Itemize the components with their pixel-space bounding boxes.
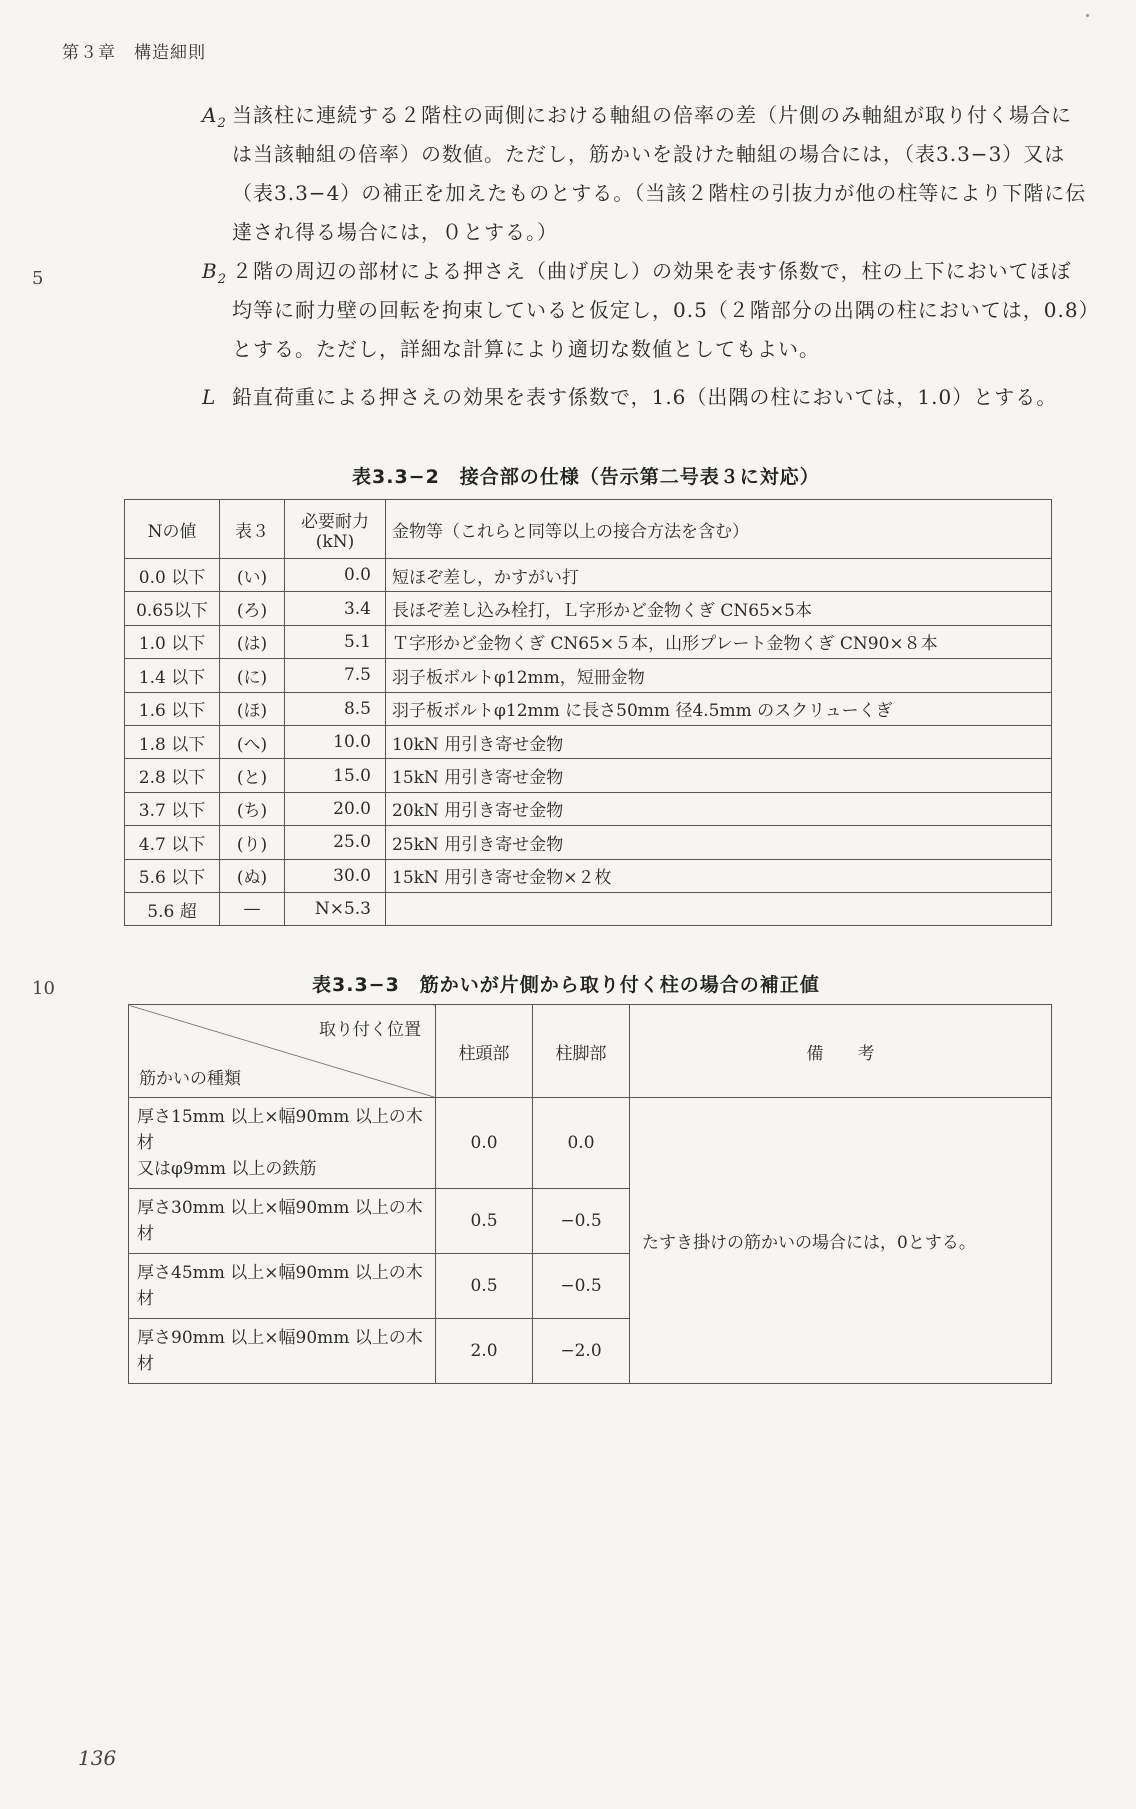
required-strength: 7.5: [285, 659, 386, 692]
n-value: 1.4 以下: [125, 659, 220, 692]
required-strength: 15.0: [285, 759, 386, 792]
table2-title: 表3.3−3 筋かいが片側から取り付く柱の場合の補正値: [312, 974, 820, 996]
table-row: [125, 792, 1052, 825]
header-n-value: Nの値: [125, 500, 220, 559]
header-hardware: 金物等（これらと同等以上の接合方法を含む）: [386, 500, 1052, 559]
required-strength: 3.4: [285, 592, 386, 625]
header-table3: 表３: [220, 500, 285, 559]
hardware: 羽子板ボルトφ12mm，短冊金物: [386, 659, 1052, 692]
brace-material: 厚さ15mm 以上×幅90mm 以上の木材 又はφ9mm 以上の鉄筋: [129, 1098, 436, 1189]
required-strength: 0.0: [285, 559, 386, 592]
line-number-10: 10: [32, 978, 55, 999]
brace-type-label: 筋かいの種類: [139, 1069, 241, 1089]
hardware: 10kN 用引き寄せ金物: [386, 725, 1052, 758]
table3-code: (と): [220, 759, 285, 792]
required-strength: 20.0: [285, 792, 386, 825]
joint-spec-table: [124, 499, 1052, 926]
remarks-note: たすき掛けの筋かいの場合には，0とする。: [630, 1098, 1052, 1384]
definition-l-text: 鉛直荷重による押さえの効果を表す係数で，1.6（出隅の柱においては，1.0）とする。: [232, 385, 1058, 409]
n-value: 1.0 以下: [125, 625, 220, 658]
definition-l: [202, 378, 1092, 417]
column-top-value: 0.5: [436, 1189, 533, 1254]
brace-correction-table: [128, 1004, 1052, 1384]
header-column-foot: 柱脚部: [533, 1005, 630, 1098]
header-remarks: 備 考: [630, 1005, 1052, 1098]
required-strength: 8.5: [285, 692, 386, 725]
brace-material: 厚さ30mm 以上×幅90mm 以上の木材: [129, 1189, 436, 1254]
chapter-header: 第３章 構造細則: [62, 43, 206, 63]
symbol-b2: $B_2$: [202, 259, 227, 287]
hardware: 25kN 用引き寄せ金物: [386, 826, 1052, 859]
table3-code: (ろ): [220, 592, 285, 625]
column-foot-value: −2.0: [533, 1319, 630, 1384]
required-strength: N×5.3: [285, 892, 386, 925]
hardware: 長ほぞ差し込み栓打，Ｌ字形かど金物くぎ CN65×5本: [386, 592, 1052, 625]
column-foot-value: 0.0: [533, 1098, 630, 1189]
diagonal-header-cell: [129, 1005, 436, 1098]
symbol-a2: $A_2$: [202, 103, 227, 131]
column-top-value: 0.0: [436, 1098, 533, 1189]
brace-material: 厚さ45mm 以上×幅90mm 以上の木材: [129, 1254, 436, 1319]
table3-code: (り): [220, 826, 285, 859]
definition-a2-text: 当該柱に連続する２階柱の両側における軸組の倍率の差（片側のみ軸組が取り付く場合には当該軸組の倍率）の数値。ただし，筋かいを設けた軸組の場合には，（表3.3−3）又は（表3.3−4）の補正を加えたものとする。（当該２階柱の引抜力が他の柱等により下階に伝達され得る場合には，０とする。）: [232, 103, 1087, 244]
table-row: [125, 859, 1052, 892]
n-value: 1.6 以下: [125, 692, 220, 725]
table1-title: 表3.3−2 接合部の仕様（告示第二号表３に対応）: [352, 466, 820, 488]
required-strength: 25.0: [285, 826, 386, 859]
required-strength: 5.1: [285, 625, 386, 658]
n-value: 0.65以下: [125, 592, 220, 625]
line-number-5: 5: [32, 268, 44, 289]
symbol-l: L: [202, 385, 217, 409]
table3-code: (ほ): [220, 692, 285, 725]
table3-code: (ち): [220, 792, 285, 825]
n-value: 4.7 以下: [125, 826, 220, 859]
definition-b2-text: ２階の周辺の部材による押さえ（曲げ戻し）の効果を表す係数で，柱の上下においてほぼ均等に耐力壁の回転を拘束していると仮定し，0.5（２階部分の出隅の柱においては，0.8）とする。ただし，詳細な計算により適切な数値としてもよい。: [232, 259, 1090, 361]
required-strength: 30.0: [285, 859, 386, 892]
table3-code: (ぬ): [220, 859, 285, 892]
table3-code: (へ): [220, 725, 285, 758]
hardware: [386, 892, 1052, 925]
brace-material: 厚さ90mm 以上×幅90mm 以上の木材: [129, 1319, 436, 1384]
hardware: 15kN 用引き寄せ金物: [386, 759, 1052, 792]
table-row: [125, 592, 1052, 625]
n-value: 3.7 以下: [125, 792, 220, 825]
table-row: [125, 659, 1052, 692]
n-value: 5.6 以下: [125, 859, 220, 892]
definition-a2: [202, 96, 1092, 252]
table-header-row: [129, 1005, 1052, 1098]
table-row: [125, 625, 1052, 658]
table-row: [125, 725, 1052, 758]
hardware: 15kN 用引き寄せ金物×２枚: [386, 859, 1052, 892]
header-required-strength: 必要耐力 (kN): [285, 500, 386, 559]
n-value: 5.6 超: [125, 892, 220, 925]
column-top-value: 0.5: [436, 1254, 533, 1319]
scan-dot: [1086, 14, 1089, 17]
table3-code: (に): [220, 659, 285, 692]
table-header-row: [125, 500, 1052, 559]
n-value: 1.8 以下: [125, 725, 220, 758]
n-value: 0.0 以下: [125, 559, 220, 592]
column-foot-value: −0.5: [533, 1254, 630, 1319]
table-row: [125, 826, 1052, 859]
n-value: 2.8 以下: [125, 759, 220, 792]
table3-code: —: [220, 892, 285, 925]
hardware: 羽子板ボルトφ12mm に長さ50mm 径4.5mm のスクリューくぎ: [386, 692, 1052, 725]
table3-code: (は): [220, 625, 285, 658]
table3-code: (い): [220, 559, 285, 592]
hardware: 短ほぞ差し，かすがい打: [386, 559, 1052, 592]
hardware: 20kN 用引き寄せ金物: [386, 792, 1052, 825]
table-row: [125, 759, 1052, 792]
hardware: Ｔ字形かど金物くぎ CN65×５本，山形プレート金物くぎ CN90×８本: [386, 625, 1052, 658]
definition-b2: [202, 252, 1092, 369]
column-top-value: 2.0: [436, 1319, 533, 1384]
header-column-top: 柱頭部: [436, 1005, 533, 1098]
column-foot-value: −0.5: [533, 1189, 630, 1254]
page-number: 136: [78, 1746, 117, 1770]
table-row: [129, 1098, 1052, 1189]
table-row: [125, 892, 1052, 925]
table-row: [125, 559, 1052, 592]
table-row: [125, 692, 1052, 725]
attachment-position-label: 取り付く位置: [319, 1020, 421, 1040]
required-strength: 10.0: [285, 725, 386, 758]
